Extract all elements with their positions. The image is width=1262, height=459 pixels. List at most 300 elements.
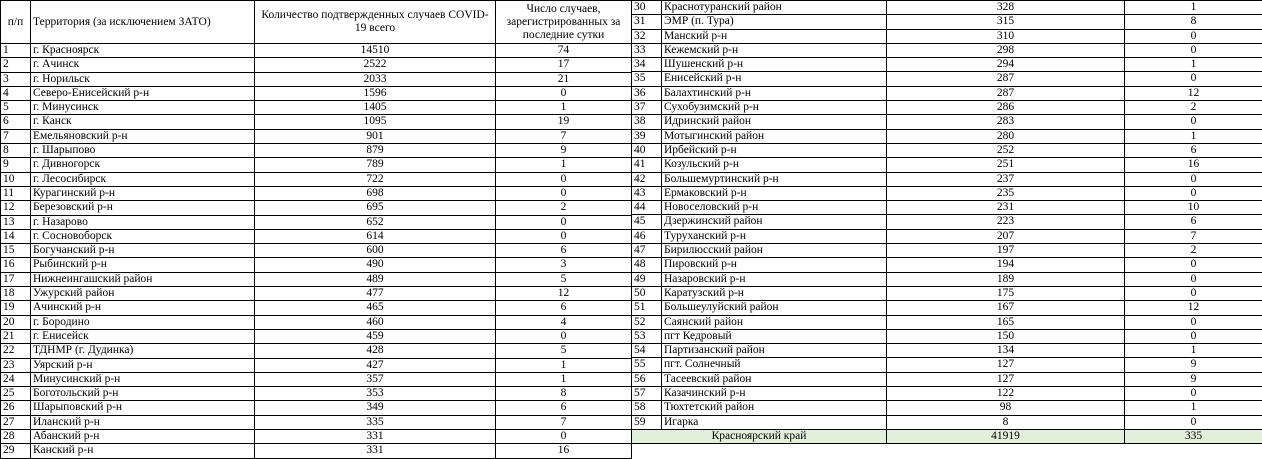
row-last-day: 1 <box>1125 129 1262 143</box>
row-confirmed: 251 <box>887 158 1125 172</box>
table-row <box>632 86 1262 100</box>
row-num: 11 <box>1 186 31 200</box>
row-confirmed: 652 <box>255 215 496 229</box>
row-num: 4 <box>1 86 31 100</box>
row-territory: пгт Кедровый <box>662 329 887 343</box>
row-num: 20 <box>1 315 31 329</box>
row-confirmed: 252 <box>887 143 1125 157</box>
row-last-day: 0 <box>496 172 632 186</box>
row-confirmed: 280 <box>887 129 1125 143</box>
table-row <box>632 315 1262 329</box>
row-territory: Краснотуранский район <box>662 1 887 15</box>
row-num: 43 <box>632 186 662 200</box>
table-row <box>1 44 632 58</box>
row-last-day: 16 <box>1125 158 1262 172</box>
row-confirmed: 287 <box>887 86 1125 100</box>
table-row <box>1 444 632 458</box>
row-confirmed: 237 <box>887 172 1125 186</box>
row-territory: г. Красноярск <box>31 44 255 58</box>
row-confirmed: 331 <box>255 444 496 458</box>
row-confirmed: 357 <box>255 372 496 386</box>
row-last-day: 0 <box>1125 286 1262 300</box>
table-row <box>632 272 1262 286</box>
row-last-day: 0 <box>496 229 632 243</box>
row-territory: Сухобузимский р-н <box>662 101 887 115</box>
row-num: 35 <box>632 72 662 86</box>
row-confirmed: 165 <box>887 315 1125 329</box>
row-territory: Манский р-н <box>662 29 887 43</box>
row-confirmed: 614 <box>255 229 496 243</box>
row-territory: Туруханский р-н <box>662 229 887 243</box>
row-last-day: 7 <box>1125 229 1262 243</box>
row-last-day: 1 <box>496 372 632 386</box>
row-confirmed: 127 <box>887 358 1125 372</box>
row-territory: Тюхтетский район <box>662 401 887 415</box>
table-row <box>1 201 632 215</box>
row-num: 13 <box>1 215 31 229</box>
row-confirmed: 2033 <box>255 72 496 86</box>
row-territory: Тасеевский район <box>662 372 887 386</box>
table-row <box>1 158 632 172</box>
row-territory: Партизанский район <box>662 344 887 358</box>
row-territory: г. Бородино <box>31 315 255 329</box>
row-territory: Енисейский р-н <box>662 72 887 86</box>
table-row <box>632 115 1262 129</box>
row-territory: Пировский р-н <box>662 258 887 272</box>
row-last-day: 0 <box>1125 43 1262 57</box>
row-confirmed: 283 <box>887 115 1125 129</box>
table-row <box>632 143 1262 157</box>
table-row <box>1 272 632 286</box>
row-num: 49 <box>632 272 662 286</box>
row-num: 33 <box>632 43 662 57</box>
row-num: 7 <box>1 129 31 143</box>
row-last-day: 21 <box>496 72 632 86</box>
total-row <box>632 429 1262 443</box>
row-last-day: 8 <box>1125 15 1262 29</box>
row-num: 45 <box>632 215 662 229</box>
row-confirmed: 14510 <box>255 44 496 58</box>
row-num: 2 <box>1 58 31 72</box>
row-last-day: 1 <box>1125 58 1262 72</box>
row-territory: Канский р-н <box>31 444 255 458</box>
row-last-day: 0 <box>496 215 632 229</box>
row-confirmed: 207 <box>887 229 1125 243</box>
row-confirmed: 335 <box>255 415 496 429</box>
row-num: 48 <box>632 258 662 272</box>
row-last-day: 12 <box>1125 86 1262 100</box>
row-num: 32 <box>632 29 662 43</box>
row-num: 59 <box>632 415 662 429</box>
row-num: 26 <box>1 401 31 415</box>
table-row <box>632 129 1262 143</box>
row-territory: Большемуртинский р-н <box>662 172 887 186</box>
row-territory: г. Сосновоборск <box>31 229 255 243</box>
row-territory: г. Минусинск <box>31 101 255 115</box>
row-num: 42 <box>632 172 662 186</box>
row-last-day: 1 <box>496 101 632 115</box>
row-last-day: 9 <box>1125 372 1262 386</box>
row-num: 55 <box>632 358 662 372</box>
row-territory: г. Канск <box>31 115 255 129</box>
row-num: 6 <box>1 115 31 129</box>
row-confirmed: 1095 <box>255 115 496 129</box>
table-row <box>1 387 632 401</box>
row-num: 10 <box>1 172 31 186</box>
row-confirmed: 298 <box>887 43 1125 57</box>
row-last-day: 1 <box>1125 344 1262 358</box>
row-last-day: 8 <box>496 387 632 401</box>
row-num: 18 <box>1 287 31 301</box>
row-last-day: 9 <box>496 144 632 158</box>
row-num: 3 <box>1 72 31 86</box>
row-territory: Мотыгинский район <box>662 129 887 143</box>
row-confirmed: 1596 <box>255 86 496 100</box>
row-num: 15 <box>1 244 31 258</box>
row-confirmed: 428 <box>255 344 496 358</box>
row-territory: г. Норильск <box>31 72 255 86</box>
row-confirmed: 349 <box>255 401 496 415</box>
table-row <box>632 15 1262 29</box>
row-num: 53 <box>632 329 662 343</box>
row-confirmed: 127 <box>887 372 1125 386</box>
table-row <box>1 101 632 115</box>
table-row <box>632 186 1262 200</box>
row-last-day: 6 <box>1125 215 1262 229</box>
row-last-day: 2 <box>1125 244 1262 258</box>
table-row <box>1 329 632 343</box>
row-last-day: 16 <box>496 444 632 458</box>
row-num: 47 <box>632 244 662 258</box>
row-last-day: 0 <box>1125 258 1262 272</box>
header-row <box>1 1 632 44</box>
table-row <box>632 415 1262 429</box>
row-confirmed: 194 <box>887 258 1125 272</box>
row-last-day: 6 <box>1125 143 1262 157</box>
row-num: 22 <box>1 344 31 358</box>
row-territory: Ирбейский р-н <box>662 143 887 157</box>
row-last-day: 6 <box>496 401 632 415</box>
row-confirmed: 231 <box>887 201 1125 215</box>
row-last-day: 2 <box>496 201 632 215</box>
table-row <box>1 129 632 143</box>
row-territory: Иланский р-н <box>31 415 255 429</box>
row-last-day: 12 <box>496 287 632 301</box>
row-confirmed: 122 <box>887 387 1125 401</box>
row-num: 27 <box>1 415 31 429</box>
row-territory: Боготольский р-н <box>31 387 255 401</box>
row-num: 44 <box>632 201 662 215</box>
row-territory: Большеулуйский район <box>662 301 887 315</box>
row-territory: Бирилюсский район <box>662 244 887 258</box>
row-confirmed: 331 <box>255 430 496 444</box>
row-num: 52 <box>632 315 662 329</box>
row-last-day: 5 <box>496 344 632 358</box>
row-num: 1 <box>1 44 31 58</box>
table-row <box>1 72 632 86</box>
row-last-day: 12 <box>1125 301 1262 315</box>
row-territory: Саянский район <box>662 315 887 329</box>
row-confirmed: 353 <box>255 387 496 401</box>
row-confirmed: 235 <box>887 186 1125 200</box>
row-territory: Ачинский р-н <box>31 301 255 315</box>
row-last-day: 5 <box>496 272 632 286</box>
table-row <box>632 329 1262 343</box>
row-territory: г. Енисейск <box>31 329 255 343</box>
row-confirmed: 698 <box>255 186 496 200</box>
row-num: 41 <box>632 158 662 172</box>
row-last-day: 1 <box>496 358 632 372</box>
row-territory: Шарыповский р-н <box>31 401 255 415</box>
row-num: 12 <box>1 201 31 215</box>
row-territory: пгт. Солнечный <box>662 358 887 372</box>
table-row <box>632 72 1262 86</box>
row-num: 8 <box>1 144 31 158</box>
row-num: 14 <box>1 229 31 243</box>
row-num: 21 <box>1 329 31 343</box>
row-num: 24 <box>1 372 31 386</box>
row-territory: Каратузский р-н <box>662 286 887 300</box>
row-last-day: 10 <box>1125 201 1262 215</box>
table-row <box>632 43 1262 57</box>
row-territory: Богучанский р-н <box>31 244 255 258</box>
row-num: 30 <box>632 1 662 15</box>
table-row <box>632 301 1262 315</box>
row-last-day: 0 <box>1125 115 1262 129</box>
total-label: Красноярский край <box>632 429 887 443</box>
table-row <box>632 215 1262 229</box>
table-row <box>632 58 1262 72</box>
row-num: 17 <box>1 272 31 286</box>
row-confirmed: 134 <box>887 344 1125 358</box>
row-num: 54 <box>632 344 662 358</box>
table-row <box>632 286 1262 300</box>
header-num: п/п <box>1 1 31 44</box>
row-last-day: 0 <box>496 329 632 343</box>
row-last-day: 2 <box>1125 101 1262 115</box>
row-territory: Ермаковский р-н <box>662 186 887 200</box>
table-row <box>1 315 632 329</box>
table-row <box>632 387 1262 401</box>
table-row <box>632 358 1262 372</box>
row-num: 39 <box>632 129 662 143</box>
row-confirmed: 197 <box>887 244 1125 258</box>
table-row <box>632 101 1262 115</box>
table-row <box>632 201 1262 215</box>
table-row <box>1 58 632 72</box>
row-last-day: 4 <box>496 315 632 329</box>
row-confirmed: 150 <box>887 329 1125 343</box>
table-row <box>1 258 632 272</box>
row-num: 51 <box>632 301 662 315</box>
row-confirmed: 287 <box>887 72 1125 86</box>
table-row <box>1 358 632 372</box>
row-last-day: 0 <box>1125 172 1262 186</box>
covid-table-right <box>631 0 1262 444</box>
table-row <box>632 344 1262 358</box>
table-row <box>1 344 632 358</box>
row-last-day: 19 <box>496 115 632 129</box>
row-last-day: 0 <box>1125 387 1262 401</box>
row-territory: Новоселовский р-н <box>662 201 887 215</box>
row-territory: Уярский р-н <box>31 358 255 372</box>
header-territory: Территория (за исключением ЗАТО) <box>31 1 255 44</box>
row-num: 16 <box>1 258 31 272</box>
row-confirmed: 460 <box>255 315 496 329</box>
row-num: 46 <box>632 229 662 243</box>
row-confirmed: 695 <box>255 201 496 215</box>
row-territory: Козульский р-н <box>662 158 887 172</box>
row-num: 57 <box>632 387 662 401</box>
table-row <box>1 86 632 100</box>
row-confirmed: 465 <box>255 301 496 315</box>
row-confirmed: 901 <box>255 129 496 143</box>
row-last-day: 0 <box>496 430 632 444</box>
row-confirmed: 600 <box>255 244 496 258</box>
table-row <box>1 415 632 429</box>
row-last-day: 0 <box>1125 329 1262 343</box>
row-num: 9 <box>1 158 31 172</box>
row-num: 29 <box>1 444 31 458</box>
header-confirmed: Количество подтвержденных случаев COVID-19 всего <box>255 1 496 44</box>
row-confirmed: 310 <box>887 29 1125 43</box>
table-row <box>1 244 632 258</box>
row-confirmed: 2522 <box>255 58 496 72</box>
row-territory: Рыбинский р-н <box>31 258 255 272</box>
row-last-day: 0 <box>1125 186 1262 200</box>
row-confirmed: 294 <box>887 58 1125 72</box>
row-territory: Нижнеингашский район <box>31 272 255 286</box>
row-territory: Березовский р-н <box>31 201 255 215</box>
row-confirmed: 98 <box>887 401 1125 415</box>
row-num: 38 <box>632 115 662 129</box>
table-row <box>632 229 1262 243</box>
table-row <box>1 401 632 415</box>
header-last-day: Число случаев, зарегистрированных за последние сутки <box>496 1 632 44</box>
row-last-day: 17 <box>496 58 632 72</box>
table-row <box>1 287 632 301</box>
table-row <box>632 244 1262 258</box>
row-confirmed: 167 <box>887 301 1125 315</box>
row-confirmed: 328 <box>887 1 1125 15</box>
table-row <box>632 172 1262 186</box>
total-last-day: 335 <box>1125 429 1262 443</box>
row-num: 23 <box>1 358 31 372</box>
row-last-day: 1 <box>1125 401 1262 415</box>
row-territory: Назаровский р-н <box>662 272 887 286</box>
row-confirmed: 189 <box>887 272 1125 286</box>
row-num: 40 <box>632 143 662 157</box>
row-confirmed: 1405 <box>255 101 496 115</box>
row-num: 36 <box>632 86 662 100</box>
row-territory: г. Дивногорск <box>31 158 255 172</box>
row-last-day: 7 <box>496 415 632 429</box>
row-territory: Минусинский р-н <box>31 372 255 386</box>
row-territory: г. Ачинск <box>31 58 255 72</box>
row-confirmed: 477 <box>255 287 496 301</box>
row-last-day: 0 <box>1125 315 1262 329</box>
table-row <box>632 158 1262 172</box>
table-row <box>1 172 632 186</box>
row-last-day: 1 <box>496 158 632 172</box>
row-confirmed: 315 <box>887 15 1125 29</box>
row-num: 50 <box>632 286 662 300</box>
row-num: 28 <box>1 430 31 444</box>
row-territory: Курагинский р-н <box>31 186 255 200</box>
table-row <box>632 401 1262 415</box>
row-last-day: 1 <box>1125 1 1262 15</box>
row-last-day: 6 <box>496 244 632 258</box>
row-territory: Шушенский р-н <box>662 58 887 72</box>
row-last-day: 7 <box>496 129 632 143</box>
row-territory: Дзержинский район <box>662 215 887 229</box>
row-last-day: 0 <box>1125 415 1262 429</box>
row-territory: Идринский район <box>662 115 887 129</box>
row-territory: г. Шарыпово <box>31 144 255 158</box>
row-last-day: 6 <box>496 301 632 315</box>
total-confirmed: 41919 <box>887 429 1125 443</box>
table-row <box>1 430 632 444</box>
table-row <box>1 115 632 129</box>
row-territory: г. Назарово <box>31 215 255 229</box>
row-confirmed: 789 <box>255 158 496 172</box>
row-confirmed: 879 <box>255 144 496 158</box>
row-territory: Балахтинский р-н <box>662 86 887 100</box>
row-num: 5 <box>1 101 31 115</box>
table-row <box>632 372 1262 386</box>
row-last-day: 74 <box>496 44 632 58</box>
row-last-day: 9 <box>1125 358 1262 372</box>
row-confirmed: 459 <box>255 329 496 343</box>
table-row <box>632 29 1262 43</box>
row-confirmed: 722 <box>255 172 496 186</box>
row-territory: Казачинский р-н <box>662 387 887 401</box>
table-row <box>1 372 632 386</box>
table-row <box>1 229 632 243</box>
table-row <box>1 144 632 158</box>
row-num: 37 <box>632 101 662 115</box>
row-territory: Ужурский район <box>31 287 255 301</box>
row-confirmed: 427 <box>255 358 496 372</box>
row-territory: ТДНМР (г. Дудинка) <box>31 344 255 358</box>
row-territory: Кежемский р-н <box>662 43 887 57</box>
row-territory: ЭМР (п. Тура) <box>662 15 887 29</box>
row-confirmed: 490 <box>255 258 496 272</box>
row-num: 58 <box>632 401 662 415</box>
row-num: 31 <box>632 15 662 29</box>
row-last-day: 0 <box>1125 29 1262 43</box>
row-num: 19 <box>1 301 31 315</box>
row-confirmed: 286 <box>887 101 1125 115</box>
row-territory: Емельяновский р-н <box>31 129 255 143</box>
row-num: 56 <box>632 372 662 386</box>
row-last-day: 0 <box>1125 272 1262 286</box>
row-territory: Игарка <box>662 415 887 429</box>
table-row <box>632 1 1262 15</box>
row-num: 34 <box>632 58 662 72</box>
row-confirmed: 8 <box>887 415 1125 429</box>
table-row <box>1 301 632 315</box>
row-confirmed: 223 <box>887 215 1125 229</box>
row-last-day: 0 <box>1125 72 1262 86</box>
row-last-day: 0 <box>496 86 632 100</box>
row-last-day: 0 <box>496 186 632 200</box>
row-confirmed: 175 <box>887 286 1125 300</box>
row-confirmed: 489 <box>255 272 496 286</box>
table-row <box>1 186 632 200</box>
row-territory: г. Лесосибирск <box>31 172 255 186</box>
row-territory: Северо-Енисейский р-н <box>31 86 255 100</box>
